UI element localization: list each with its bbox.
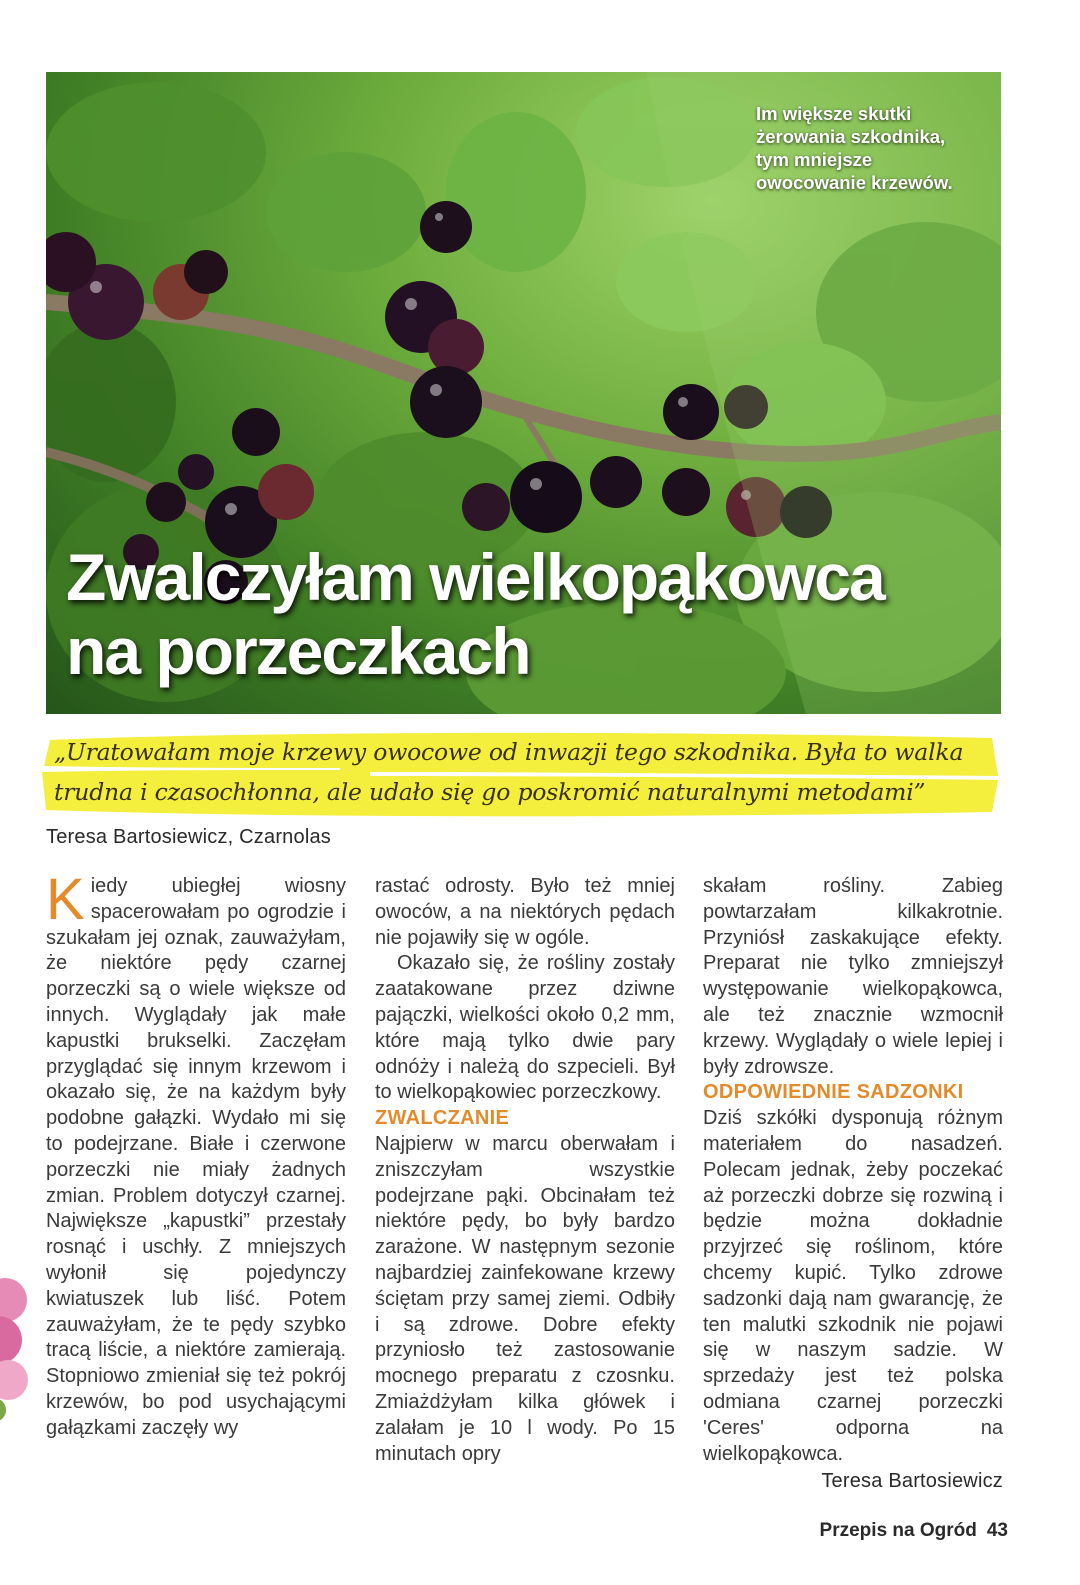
title-line-2: na porzeczkach (66, 614, 530, 688)
paragraph-4: Dziś szkółki dysponują różnym materiałem do nasadzeń. Polecam jednak, żeby poczekać aż porzeczki dobrze się rozwiną i będzie można dokładnie przyjrzeć się roślinom, które chcemy kupić. Tylko zdrowe sadzonki dają nam gwarancję, że ten malutki szkodnik nie pojawi się w naszym sadzie. W sprzedaży jest też polska odmiana czarnej porzeczki 'Ceres' odporna na wielkopąkowca. (703, 1107, 1003, 1465)
flower-decoration (0, 1270, 30, 1420)
author-signature: Teresa Bartosiewicz (821, 1470, 1003, 1493)
hero-photo (46, 72, 1001, 714)
paragraph-2: Okazało się, że rośliny zostały zaatakowane przez dziwne pajączki, wielkości około 0,2 mm, które mają tylko dwie pary odnóży i należą do szpecieli. Był to wielkopąkowiec porzeczkowy. (375, 952, 675, 1104)
paragraph-1-continued (375, 874, 675, 951)
title-line-1: Zwalczyłam wielkopąkowca (66, 540, 884, 614)
article-column-3 (703, 874, 1003, 1495)
paragraph-3-text-start: Najpierw w marcu oberwałam i zniszczyłam wszystkie podejrzane pąki. Obcinałam też niektóre pędy, bo były bardzo zarażone. W następnym sezonie najbardziej zainfekowane krzewy ściętam przy samej ziemi. Odbiły i są zdrowe. Dobre efekty przyniosło też zastosowanie mocnego preparatu z czosnku. Zmiażdżyłam kilka główek i zalałam je 10 l wody. Po 15 minutach opry (375, 1132, 675, 1465)
photo-caption: Im większe skutki żerowania szkodnika, tym mniejsze owocowanie krzewów. (756, 103, 953, 193)
subheading-zwalczanie: ZWALCZANIE (375, 1107, 510, 1130)
article-title (66, 540, 884, 688)
paragraph-1-text-end: rastać odrosty. Było też mniej owoców, a na niektórych pędach nie pojawiły się w ogóle. (375, 875, 675, 949)
paragraph-1-text-start: iedy ubiegłej wiosny spacerowałam po ogrodzie i szukałam jej oznak, zauważyłam, że niektóre pędy czarnej porzeczki są o wiele większe od innych. Wyglądały jak małe kapustki brukselki. Zaczęłam przyglądać się innym krzewom i okazało się, że na każdym były podobne gałązki. Wydało mi się to podejrzane. Białe i czerwone porzeczki nie miały żadnych zmian. Problem dotyczył czarnej. Największe „kapustki” przestały rosnąć i uschły. Z mniejszych wyłonił się pojedynczy kwiatuszek lub liść. Potem zauważyłam, że te pędy szybko tracą liście, a niektóre zamierają. Stopniowo zmieniał się też pokrój krzewów, bo pod usychającymi gałązkami zaczęły wy (46, 875, 346, 1439)
article-column-2 (375, 874, 675, 1467)
drop-cap: K (46, 867, 85, 932)
paragraph-3-continued (703, 874, 1003, 1080)
paragraph-3 (375, 1132, 675, 1467)
page-footer (820, 1520, 1008, 1542)
magazine-name: Przepis na Ogród (819, 1520, 977, 1541)
page-number: 43 (986, 1520, 1008, 1541)
paragraph-3-text-end: skałam rośliny. Zabieg powtarzałam kilkakrotnie. Przyniósł zaskakujące efekty. Preparat nie tylko zmniejszył występowanie wielkopąkowca, ale też znacznie wzmocnił krzewy. Wyglądały o wiele lepiej i były zdrowsze. (703, 875, 1003, 1078)
subheading-sadzonki: ODPOWIEDNIE SADZONKI (703, 1081, 964, 1104)
pull-quote: „Uratowałam moje krzewy owocowe od inwazji tego szkodnika. Była to walka trudna i czasochłonna, ale udało się go poskromić naturalnymi metodami” (54, 738, 964, 806)
article-column-1 (46, 867, 346, 1442)
author-byline: Teresa Bartosiewicz, Czarnolas (46, 826, 331, 848)
paragraph-1 (46, 867, 346, 1442)
